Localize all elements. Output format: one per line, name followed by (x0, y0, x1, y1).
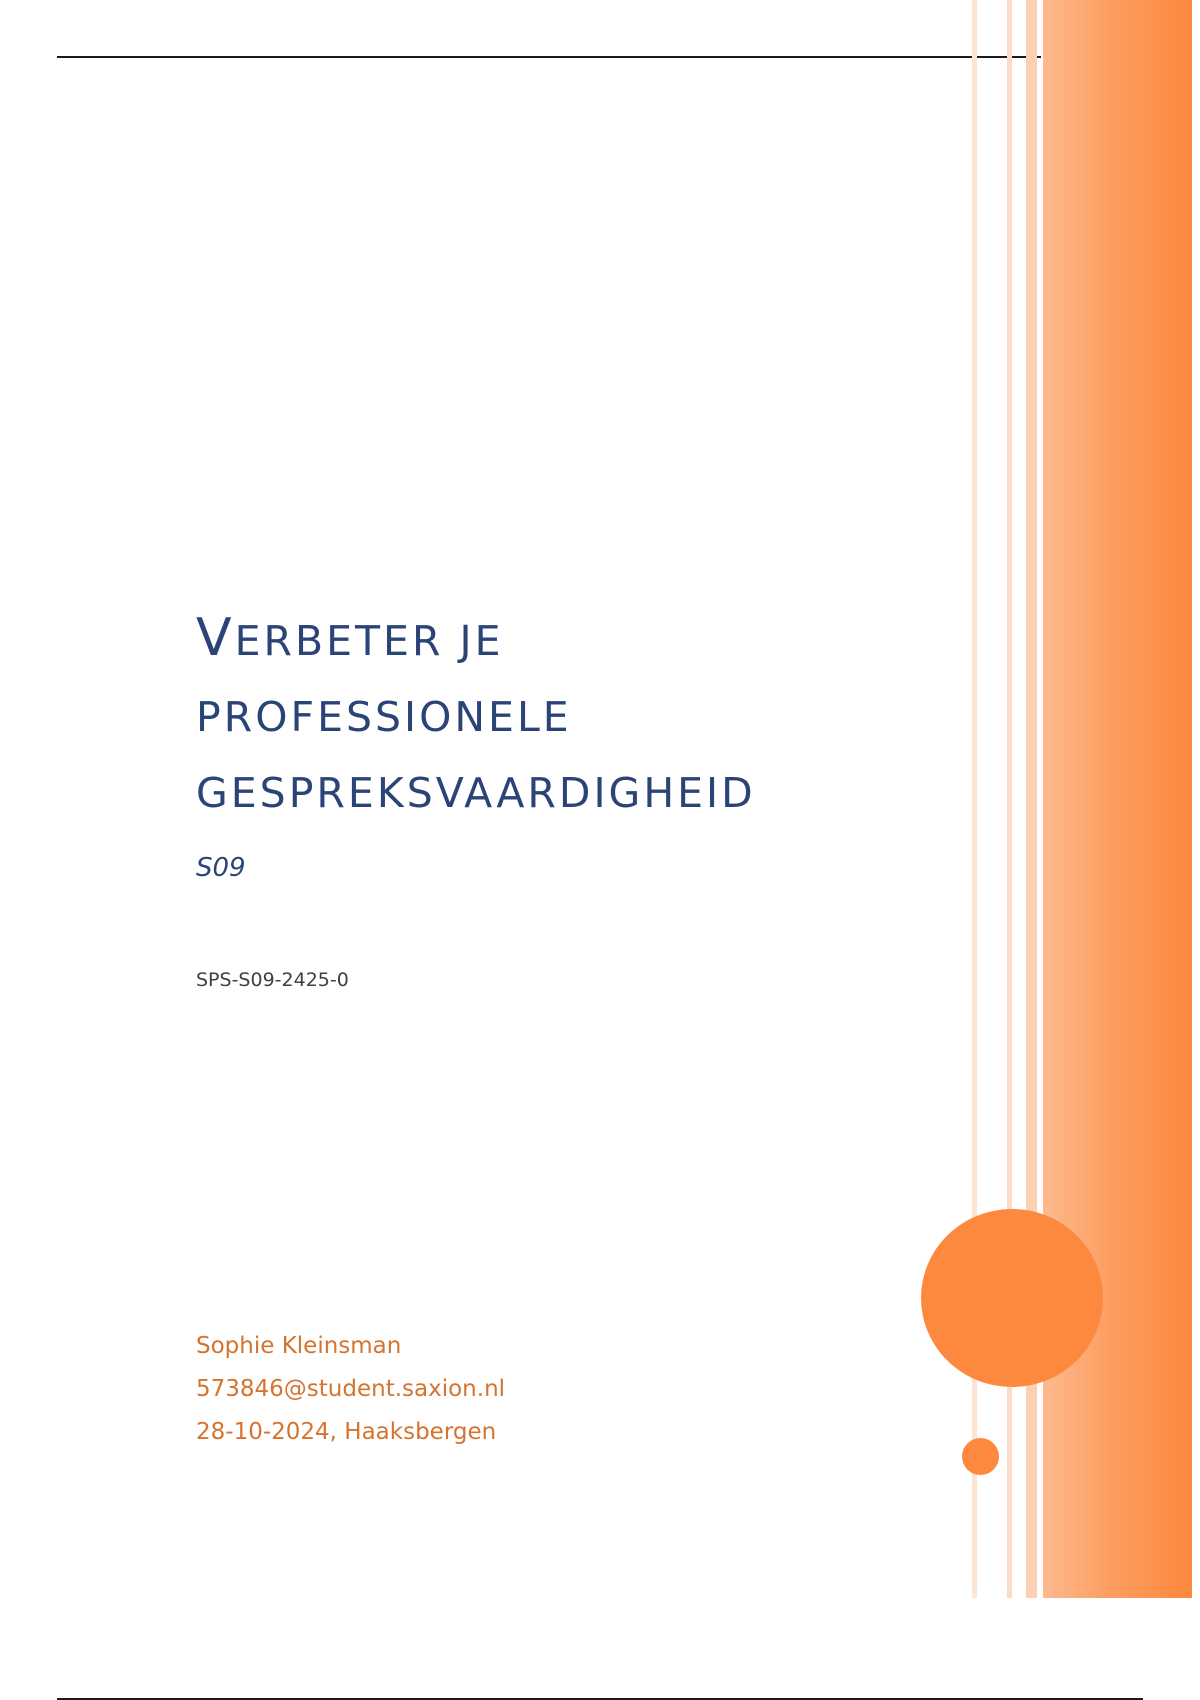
document-subtitle: S09 (196, 853, 246, 883)
decorative-small-circle (962, 1438, 999, 1475)
header-rule (57, 56, 1041, 58)
title-line-2-text: PROFESSIONELE (196, 693, 572, 741)
title-line-3 (196, 755, 896, 831)
document-title (196, 600, 896, 831)
title-line-1-rest: ERBETER JE (234, 617, 504, 665)
author-name: Sophie Kleinsman (196, 1333, 402, 1359)
title-initial: V (196, 608, 235, 668)
author-block (196, 1325, 505, 1454)
document-code: SPS-S09-2425-0 (196, 969, 349, 991)
author-email: 573846@student.saxion.nl (196, 1376, 506, 1402)
author-date-place: 28-10-2024, Haaksbergen (196, 1419, 497, 1445)
title-line-1 (196, 600, 896, 679)
title-line-2 (196, 679, 896, 755)
decorative-large-circle (921, 1209, 1103, 1387)
title-line-3-text: GESPREKSVAARDIGHEID (196, 769, 756, 817)
